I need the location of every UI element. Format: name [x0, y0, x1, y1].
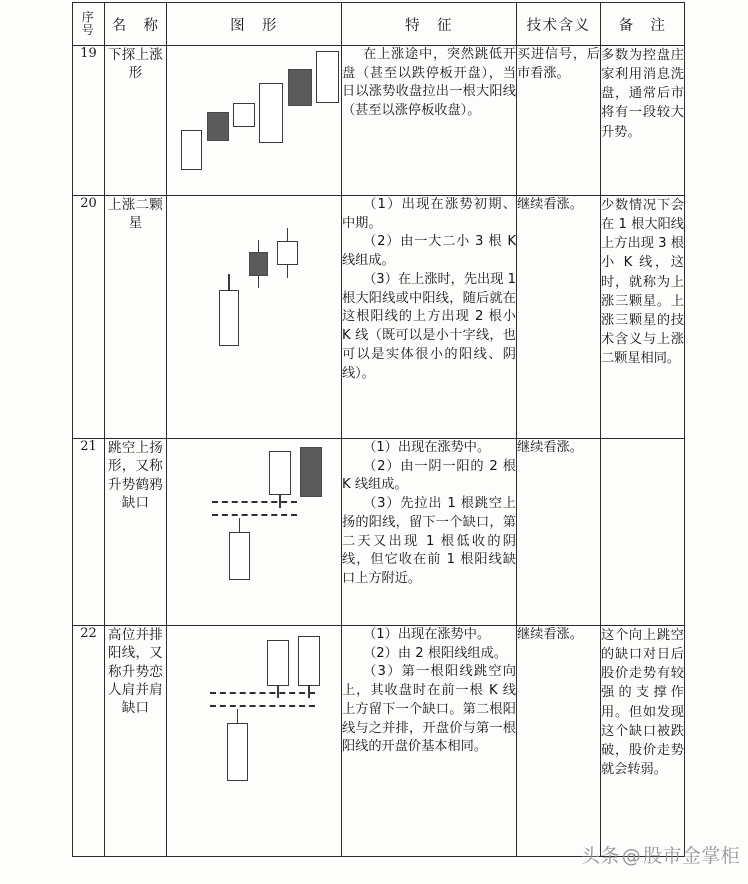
- pattern-meaning: 继续看涨。: [517, 439, 601, 626]
- row-number: 20: [73, 196, 105, 439]
- watermark-at-symbol: @: [621, 845, 642, 867]
- pattern-name: 上涨二颗星: [105, 196, 167, 439]
- table-row: [73, 196, 685, 439]
- feature-paragraph: （1）出现在涨势中。: [363, 440, 491, 455]
- upper-wick: [287, 228, 289, 241]
- feature-paragraph: （2）由一大二小 3 根 K 线组成。: [342, 234, 516, 269]
- table-row: [73, 626, 685, 857]
- column-header-remark: 备 注: [601, 3, 685, 46]
- row-number: 19: [73, 46, 105, 196]
- pattern-feature: [342, 46, 517, 196]
- pattern-remark: 这个向上跳空的缺口对日后股价走势有较强的支撑作用。但如发现这个缺口被跌破，股价走势就会转弱。: [601, 626, 685, 857]
- pattern-remark: [601, 439, 685, 626]
- watermark-account: 股市金掌柜: [643, 845, 740, 867]
- candlestick-bullish: [269, 451, 291, 508]
- feature-paragraph: （1）出现在涨势初期、中期。: [342, 197, 516, 231]
- pattern-remark: 多数为控盘庄家利用消息洗盘，通常后市将有一段较大升势。: [601, 46, 685, 196]
- feature-paragraph: （2）由一阴一阳的 2 根 K 线组成。: [342, 458, 516, 493]
- candlestick-bullish: [277, 228, 298, 278]
- pattern-name: 跳空上扬形，又称升势鹤鸦缺口: [105, 439, 167, 626]
- pattern-remark: 少数情况下会在 1 根大阳线上方出现 3 根小 K 线，这时，就称为上涨三颗星。上涨三颗星的技术含义与上涨二颗星相同。: [601, 196, 685, 439]
- candle-body: [233, 103, 255, 127]
- candle-body: [277, 241, 298, 265]
- table-header-row: [73, 3, 685, 46]
- candle-body: [288, 69, 312, 106]
- upper-wick: [237, 709, 239, 723]
- candle-body: [300, 447, 322, 497]
- candlestick-bearish: [288, 69, 312, 106]
- lower-wick: [308, 686, 310, 698]
- row-number: 21: [73, 439, 105, 626]
- pattern-figure: [167, 46, 342, 196]
- candle-body: [219, 290, 239, 346]
- lower-wick: [258, 276, 260, 288]
- feature-paragraph: （1）出现在涨势中。: [363, 627, 491, 642]
- feature-paragraph: （2）由 2 根阳线组成。: [363, 645, 507, 661]
- watermark: [581, 841, 740, 868]
- row-number: 22: [73, 626, 105, 857]
- lower-wick: [277, 686, 279, 698]
- pattern-feature: [342, 196, 517, 439]
- candlestick-bullish: [233, 103, 255, 127]
- upper-wick: [258, 240, 260, 252]
- candlestick-bearish: [207, 112, 229, 141]
- upper-wick: [239, 518, 241, 532]
- candlestick-bullish: [267, 640, 289, 698]
- pattern-figure: [167, 196, 342, 439]
- feature-paragraph: （3）在上涨时，先出现 1 根大阳线或中阳线，随后就在这根阳线的上方出现 2 根小 K 线（既可以是小十字线，也可以是实体很小的阳线、阴线）。: [342, 271, 516, 381]
- candlestick-bullish: [259, 83, 283, 143]
- pattern-meaning: 继续看涨。: [517, 626, 601, 857]
- candle-body: [227, 723, 248, 781]
- candlestick-bullish: [298, 636, 320, 698]
- lower-wick: [287, 265, 289, 278]
- column-header-no: [73, 3, 105, 46]
- table-row: [73, 439, 685, 626]
- candle-body: [269, 451, 291, 495]
- candle-body: [207, 112, 229, 141]
- pattern-name: 下探上涨形: [105, 46, 167, 196]
- candlestick-bullish: [229, 518, 250, 580]
- column-header-meaning: 技术含义: [517, 3, 601, 46]
- column-header-feature: 特 征: [342, 3, 517, 46]
- candle-body: [259, 83, 283, 143]
- candle-body: [229, 532, 250, 580]
- candlestick-bullish: [219, 274, 239, 346]
- column-header-name: 名 称: [105, 3, 167, 46]
- upper-wick: [228, 274, 230, 290]
- feature-paragraph: （3）第一根阳线跳空向上，其收盘时在前一根 K 线上方留下一个缺口。第二根阳线与之并排，开盘价与第一根阳线的开盘价基本相同。: [342, 664, 516, 755]
- candlestick-bullish: [181, 130, 202, 170]
- candlestick-bullish: [227, 709, 248, 781]
- pattern-name: 高位并排阳线，又称升势恋人肩并肩缺口: [105, 626, 167, 857]
- feature-paragraph: （3）先拉出 1 根跳空上扬的阳线，留下一个缺口，第二天又出现 1 根低收的阴线，但它收在前 1 根阳线缺口上方附近。: [342, 496, 516, 587]
- candle-body: [298, 636, 320, 686]
- watermark-prefix: 头条: [580, 845, 620, 867]
- column-header-no-line2: 号: [81, 23, 96, 37]
- gap-line: [212, 514, 297, 516]
- pattern-meaning: 继续看涨。: [517, 196, 601, 439]
- gap-line: [210, 705, 315, 707]
- feature-paragraph: 在上涨途中，突然跳低开盘（甚至以跌停板开盘），当日以涨势收盘拉出一根大阳线（甚至以涨停板收盘）。: [342, 47, 516, 119]
- candle-body: [249, 252, 268, 276]
- candle-body: [316, 51, 339, 103]
- table-row: [73, 46, 685, 196]
- pattern-feature: [342, 439, 517, 626]
- table-body: [73, 46, 685, 857]
- column-header-figure: 图 形: [167, 3, 342, 46]
- lower-wick: [279, 495, 281, 508]
- candlestick-bearish: [249, 240, 268, 288]
- pattern-meaning: 买进信号，后市看涨。: [517, 46, 601, 196]
- candle-body: [267, 640, 289, 686]
- candle-body: [181, 130, 202, 170]
- column-header-no-line1: 序: [81, 9, 96, 24]
- candlestick-bearish: [300, 447, 322, 497]
- pattern-feature: [342, 626, 517, 857]
- candlestick-pattern-table: [72, 2, 685, 857]
- pattern-figure: [167, 626, 342, 857]
- pattern-figure: [167, 439, 342, 626]
- candlestick-bullish: [316, 51, 339, 103]
